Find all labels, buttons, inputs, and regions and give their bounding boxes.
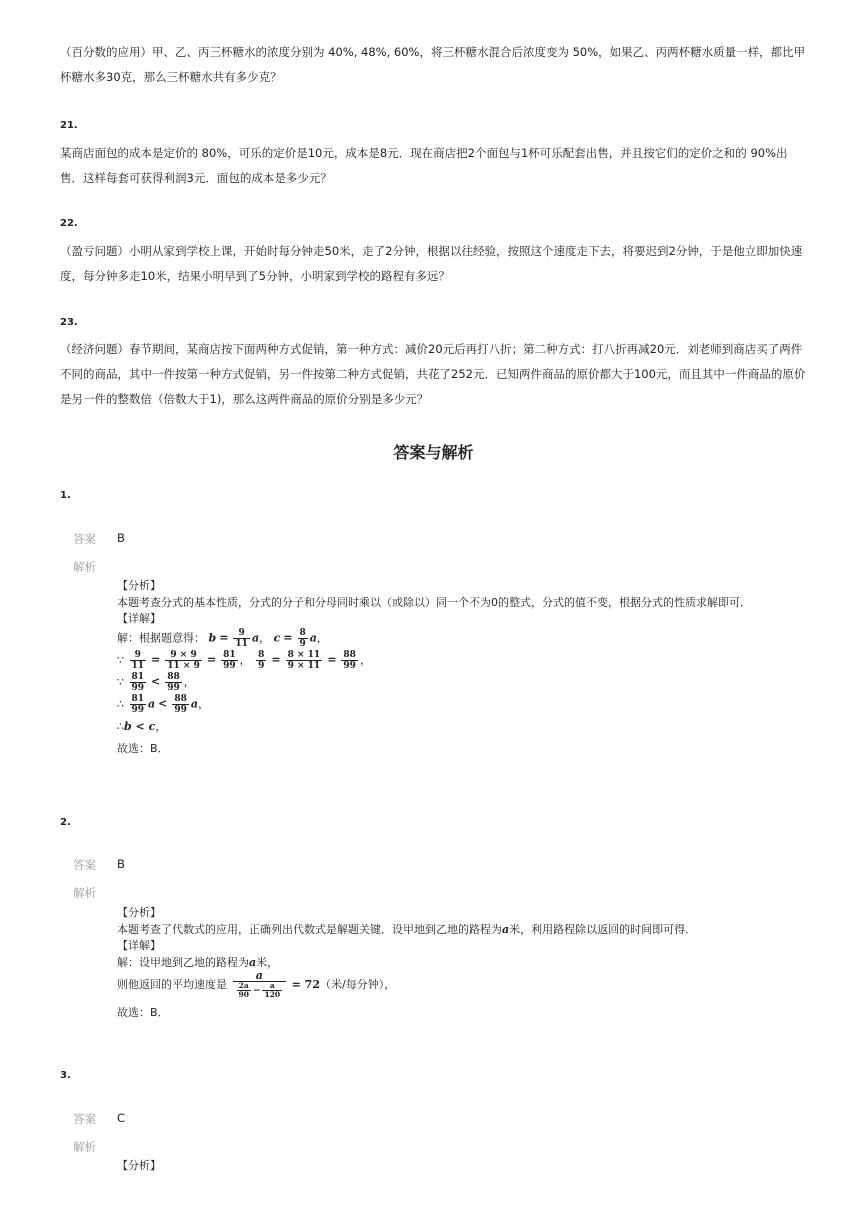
fraction: $\frac{8 \times 11}{9 \times 11}$ xyxy=(287,649,321,671)
analysis-text: 本题考查了代数式的应用，正确列出代数式是解题关键．设甲地到乙地的路程为a米，利用路程除以返回的时间即可得． xyxy=(117,922,697,936)
choice-line: 故选：B． xyxy=(117,1006,169,1019)
fraction: $\frac{9}{11}$ xyxy=(131,649,145,671)
fraction: $\frac{8}{9}$ xyxy=(258,649,265,671)
answer-label: 答案 xyxy=(73,1112,96,1126)
answer-3-number: 3. xyxy=(60,1070,71,1081)
answer-2-value: B xyxy=(117,857,125,871)
solution-step-5: ∴b < c， xyxy=(117,719,167,733)
answer-label: 答案 xyxy=(73,858,96,872)
choice-line: 故选：B． xyxy=(117,742,169,755)
fraction: $\frac{88}{99}$ xyxy=(174,693,187,715)
detail-heading: 【详解】 xyxy=(117,939,161,952)
analysis-heading: 【分析】 xyxy=(117,1159,161,1172)
question-21-text: 某商店面包的成本是定价的 80%，可乐的定价是10元，成本是8元．现在商店把2个面包与1杯可乐配套出售，并且按它们的定价之和的 90%出售．这样每套可获得利润3元．面包的成本是多少元？ xyxy=(60,146,788,185)
analysis-text: 本题考查分式的基本性质，分式的分子和分母同时乘以（或除以）同一个不为0的整式，分式的值不变，根据分式的性质求解即可． xyxy=(117,595,751,609)
question-22-number: 22. xyxy=(60,218,78,229)
question-20-text: （百分数的应用）甲、乙、丙三杯糖水的浓度分别为 40%, 48%, 60%，将三杯糖水混合后浓度变为 50%，如果乙、丙两杯糖水质量一样，都比甲杯糖水多30克，那么三杯糖水共有多少克？ xyxy=(60,45,806,84)
solution-step-3: ∵ $\frac{81}{99}$ < $\frac{88}{99}$ ， xyxy=(117,671,195,693)
analysis-label: 解析 xyxy=(73,560,96,574)
analysis-heading: 【分析】 xyxy=(117,579,161,592)
analysis-label: 解析 xyxy=(73,886,96,900)
question-23-number: 23. xyxy=(60,317,78,328)
fraction: $\frac{81}{99}$ xyxy=(223,649,236,671)
solution-step-4: ∴ $\frac{81}{99}$ a < $\frac{88}{99}$ a， xyxy=(117,693,210,715)
fraction: $\frac{88}{99}$ xyxy=(167,671,180,693)
answer-3-value: C xyxy=(117,1111,126,1125)
question-23-text: （经济问题）春节期间，某商店按下面两种方式促销，第一种方式：减价20元后再打八折；第二种方式：打八折再减20元．刘老师到商店买了两件不同的商品，其中一件按第一种方式促销，另一件按第二种方式促销，共花了252元．已知两件商品的原价都大于100元，而且其中一件商品的原价是另一件的整数倍（倍数大于1)，那么这两件商品的原价分别是多少元？ xyxy=(60,342,806,406)
question-21-number: 21. xyxy=(60,120,78,131)
answer-1-analysis xyxy=(117,578,817,758)
answer-1-value: B xyxy=(117,531,125,545)
solution-step-2: ∵ $\frac{9}{11}$ = $\frac{9 \times 9}{11 \times 9}$ = $\frac{81}{99}$ ， $\frac{8}{9}$ = $\frac{8 \times 11}{9 \times 11}$ = $\frac{88}{99}$ ， xyxy=(117,649,371,671)
solution-step-2: 则他返回的平均速度是 a $\frac{2a}{90}$ − $\frac{a}{120}$ = 72（米/每分钟）， xyxy=(117,969,396,999)
answer-3-analysis xyxy=(117,1158,817,1175)
answer-2-analysis xyxy=(117,905,817,1022)
fraction: $\frac{a}{120}$ xyxy=(264,981,281,999)
analysis-label: 解析 xyxy=(73,1140,96,1154)
answer-2-number: 2. xyxy=(60,817,71,828)
fraction: $\frac{9 \times 9}{11 \times 9}$ xyxy=(167,649,200,671)
fraction: $\frac{88}{99}$ xyxy=(343,649,356,671)
solution-step-1: 解：设甲地到乙地的路程为a米， xyxy=(117,955,279,969)
analysis-heading: 【分析】 xyxy=(117,906,161,919)
question-22-text: （盈亏问题）小明从家到学校上课，开始时每分钟走50米，走了2分钟，根据以往经验，按照这个速度走下去，将要迟到2分钟，于是他立即加快速度，每分钟多走10米，结果小明早到了5分钟，小明家到学校的路程有多远？ xyxy=(60,244,803,283)
answer-label: 答案 xyxy=(73,532,96,546)
section-title: 答案与解析 xyxy=(393,443,474,462)
answer-1-number: 1. xyxy=(60,490,71,501)
fraction: $\frac{81}{99}$ xyxy=(131,693,145,715)
detail-heading: 【详解】 xyxy=(117,612,161,625)
compound-fraction: a $\frac{2a}{90}$ − $\frac{a}{120}$ xyxy=(233,971,287,999)
fraction: $\frac{9}{11}$ xyxy=(235,627,248,649)
solution-step-1: 解：根据题意得： b = $\frac{9}{11}$ a， c = $\frac{8}{9}$ a， xyxy=(117,627,328,649)
fraction: $\frac{8}{9}$ xyxy=(299,627,306,649)
fraction: $\frac{2a}{90}$ xyxy=(238,981,249,999)
fraction: $\frac{81}{99}$ xyxy=(131,671,145,693)
